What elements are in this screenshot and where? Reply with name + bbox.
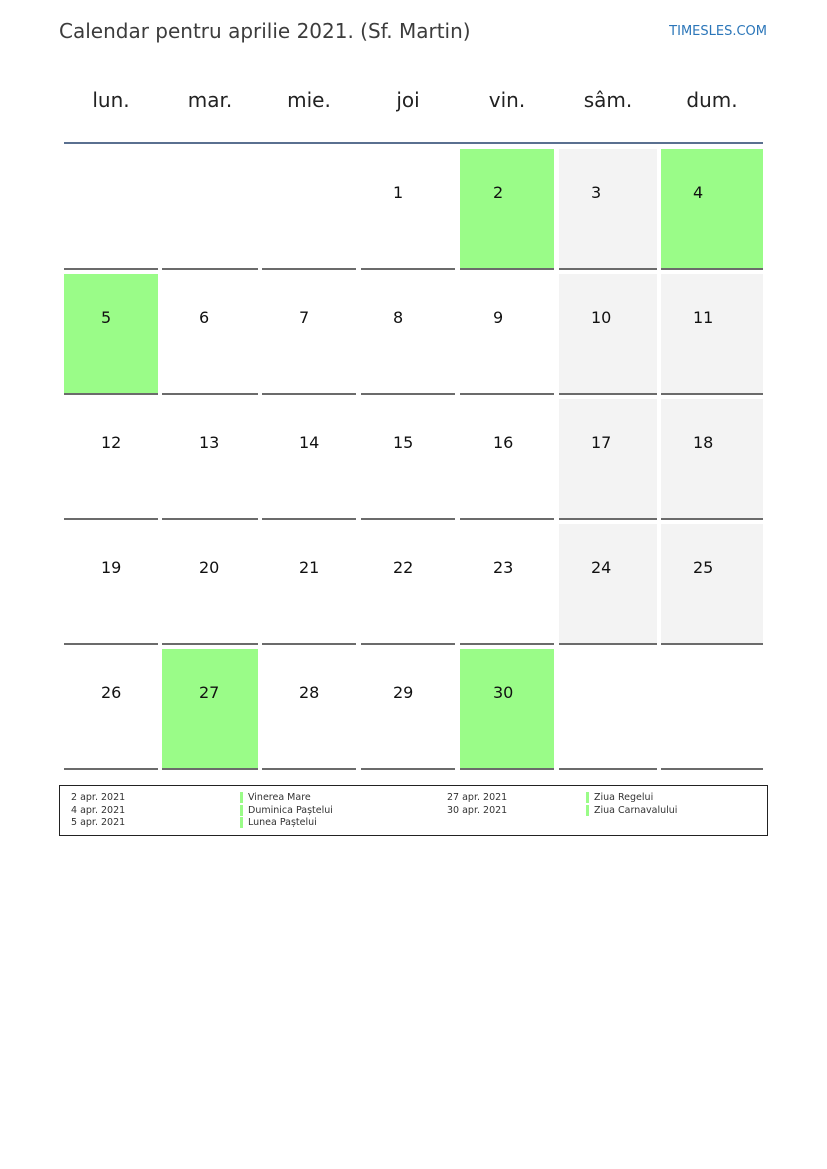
day-cell-4[interactable]: [661, 149, 763, 270]
page-title: Calendar pentru aprilie 2021. (Sf. Martin): [59, 19, 471, 43]
day-number: 14: [299, 433, 320, 452]
day-cell-17[interactable]: [559, 399, 657, 520]
day-number: 21: [299, 558, 320, 577]
day-number: 29: [393, 683, 414, 702]
day-cell-20[interactable]: [162, 524, 258, 645]
day-cell-25[interactable]: [661, 524, 763, 645]
day-number: 23: [493, 558, 514, 577]
day-number: 11: [693, 308, 714, 327]
day-cell-3[interactable]: [559, 149, 657, 270]
weekday-thursday: joi: [396, 88, 420, 112]
day-number: 24: [591, 558, 612, 577]
day-cell-2[interactable]: [460, 149, 554, 270]
day-cell-8[interactable]: [361, 274, 455, 395]
day-cell-11[interactable]: [661, 274, 763, 395]
day-cell-27[interactable]: [162, 649, 258, 770]
day-cell-23[interactable]: [460, 524, 554, 645]
legend-color-marker: [586, 792, 589, 803]
day-cell-13[interactable]: [162, 399, 258, 520]
weekday-monday: lun.: [92, 88, 130, 112]
day-number: 26: [101, 683, 122, 702]
empty-day-cell: [661, 649, 763, 770]
weekday-wednesday: mie.: [287, 88, 331, 112]
day-number: 1: [393, 183, 404, 202]
header-divider: [64, 142, 763, 144]
day-number: 4: [693, 183, 704, 202]
day-cell-9[interactable]: [460, 274, 554, 395]
calendar-grid: [64, 149, 763, 770]
weekday-friday: vin.: [488, 88, 526, 112]
weekday-tuesday: mar.: [187, 88, 233, 112]
day-cell-5[interactable]: [64, 274, 158, 395]
legend-item: [60, 792, 767, 804]
day-number: 28: [299, 683, 320, 702]
empty-day-cell: [559, 649, 657, 770]
day-number: 19: [101, 558, 122, 577]
day-number: 10: [591, 308, 612, 327]
day-number: 22: [393, 558, 414, 577]
day-number: 30: [493, 683, 514, 702]
day-number: 7: [299, 308, 310, 327]
legend-item: [60, 805, 767, 817]
weekday-header: [64, 88, 763, 120]
weekday-saturday: sâm.: [583, 88, 633, 112]
day-number: 8: [393, 308, 404, 327]
day-number: 25: [693, 558, 714, 577]
day-number: 2: [493, 183, 504, 202]
day-cell-6[interactable]: [162, 274, 258, 395]
holiday-legend: [59, 785, 768, 836]
day-number: 15: [393, 433, 414, 452]
day-number: 13: [199, 433, 220, 452]
legend-date: 2 apr. 2021: [71, 792, 126, 803]
day-number: 3: [591, 183, 602, 202]
day-cell-26[interactable]: [64, 649, 158, 770]
legend-date: 27 apr. 2021: [447, 792, 508, 803]
day-cell-28[interactable]: [262, 649, 356, 770]
empty-day-cell: [262, 149, 356, 270]
day-number: 5: [101, 308, 112, 327]
day-number: 20: [199, 558, 220, 577]
day-cell-1[interactable]: [361, 149, 455, 270]
day-cell-15[interactable]: [361, 399, 455, 520]
legend-holiday-name: Duminica Paștelui: [248, 805, 333, 816]
day-cell-30[interactable]: [460, 649, 554, 770]
legend-date: 5 apr. 2021: [71, 817, 126, 828]
day-number: 17: [591, 433, 612, 452]
legend-date: 4 apr. 2021: [71, 805, 126, 816]
brand-link[interactable]: TIMESLES.COM: [669, 24, 767, 39]
legend-holiday-name: Lunea Paștelui: [248, 817, 317, 828]
day-number: 6: [199, 308, 210, 327]
day-number: 18: [693, 433, 714, 452]
empty-day-cell: [162, 149, 258, 270]
legend-color-marker: [240, 817, 243, 828]
legend-item: [60, 817, 767, 829]
day-number: 16: [493, 433, 514, 452]
day-cell-21[interactable]: [262, 524, 356, 645]
day-number: 27: [199, 683, 220, 702]
day-cell-18[interactable]: [661, 399, 763, 520]
day-cell-29[interactable]: [361, 649, 455, 770]
legend-holiday-name: Vinerea Mare: [248, 792, 311, 803]
weekday-sunday: dum.: [686, 88, 738, 112]
day-number: 12: [101, 433, 122, 452]
day-cell-24[interactable]: [559, 524, 657, 645]
day-number: 9: [493, 308, 504, 327]
day-cell-16[interactable]: [460, 399, 554, 520]
legend-holiday-name: Ziua Regelui: [594, 792, 654, 803]
day-cell-10[interactable]: [559, 274, 657, 395]
day-cell-14[interactable]: [262, 399, 356, 520]
day-cell-12[interactable]: [64, 399, 158, 520]
legend-color-marker: [586, 805, 589, 816]
legend-date: 30 apr. 2021: [447, 805, 508, 816]
legend-holiday-name: Ziua Carnavalului: [594, 805, 678, 816]
day-cell-7[interactable]: [262, 274, 356, 395]
empty-day-cell: [64, 149, 158, 270]
day-cell-19[interactable]: [64, 524, 158, 645]
day-cell-22[interactable]: [361, 524, 455, 645]
